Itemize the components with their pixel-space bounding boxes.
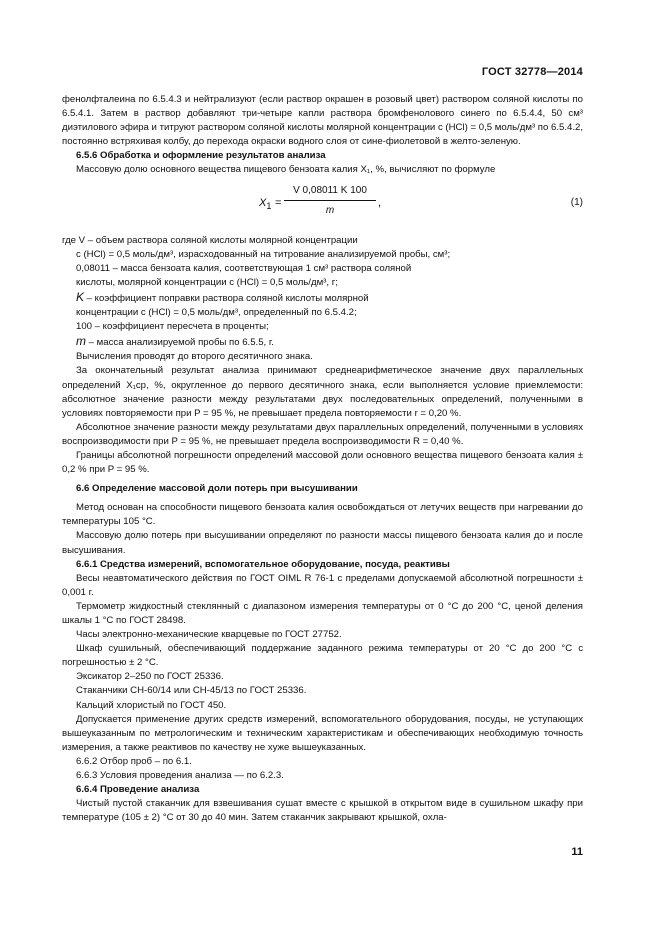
paragraph-loss-definition: Массовую долю потерь при высушивании определяют по разности массы пищевого бензоата калия до и после высушивания. bbox=[62, 530, 583, 556]
formula-lhs-subscript: 1 bbox=[266, 200, 272, 211]
paragraph-scales: Весы неавтоматического действия по ГОСТ OIML R 76-1 с пределами допускаемой абсолютной погрешности ± 0,001 г. bbox=[62, 572, 583, 598]
where-m bbox=[62, 334, 583, 350]
paragraph-error-bounds: Границы абсолютной погрешности определений массовой доли основного вещества пищевого бензоата калия ± 0,2 % при P = 95 %. bbox=[62, 449, 583, 476]
where-k-line2: концентрации c (HCl) = 0,5 моль/дм³, определенный по 6.5.4.2; bbox=[76, 307, 357, 319]
paragraph-sampling: 6.6.2 Отбор проб – по 6.1. bbox=[76, 755, 192, 767]
document-code-header: ГОСТ 32778—2014 bbox=[481, 66, 583, 78]
formula-number: (1) bbox=[570, 196, 583, 208]
where-intro: где V – объем раствора соляной кислоты молярной концентрации bbox=[62, 234, 358, 246]
paragraph-alternatives: Допускается применение других средств измерений, вспомогательного оборудования, посуды, не уступающих вышеуказанным по метрологическим и техническим характеристикам и обеспечивающих необходимую точность измерения, а также реактивов по качеству не хуже вышеуказанных. bbox=[62, 713, 583, 753]
m-symbol: m bbox=[76, 334, 86, 349]
formula-numerator: V 0,08011 K 100 bbox=[284, 184, 376, 201]
document-body bbox=[62, 93, 583, 825]
paragraph-desiccator: Эксикатор 2–250 по ГОСТ 25336. bbox=[76, 671, 224, 683]
where-calc-note: Вычисления проводят до второго десятичного знака. bbox=[76, 351, 313, 363]
paragraph-titration: фенолфталеина по 6.5.4.3 и нейтрализуют (если раствор окрашен в розовый цвет) раствором соляной кислоты по 6.5.4.1. Затем в раствор добавляют три-четыре капли раствора бромфенолового синего по 6.5.4.4, 50 см³ диэтилового эфира и титруют раствором соляной кислоты молярной концентрации c (HCl) = 0,5 моль/дм³ по 6.5.4.2, постоянно встряхивая колбу, до перехода окраски водного слоя от сине-фиолетовой в желто-зеленую. bbox=[62, 94, 583, 148]
paragraph-oven: Шкаф сушильный, обеспечивающий поддержание заданного режима температуры от 20 °С до 200 °С с погрешностью ± 2 °С. bbox=[62, 643, 583, 669]
k-symbol: K bbox=[76, 289, 85, 304]
formula-fraction bbox=[284, 184, 376, 218]
paragraph-calcium-chloride: Кальций хлористый по ГОСТ 450. bbox=[76, 699, 227, 711]
paragraph-conditions: 6.6.3 Условия проведения анализа — по 6.2.3. bbox=[76, 770, 284, 782]
formula-equals: = bbox=[275, 196, 282, 209]
formula-comma: , bbox=[378, 196, 382, 209]
where-100: 100 – коэффициент пересчета в проценты; bbox=[76, 321, 269, 333]
section-heading-6-6-1: 6.6.1 Средства измерений, вспомогательное оборудование, посуда, реактивы bbox=[76, 558, 450, 570]
section-heading-6-6-4: 6.6.4 Проведение анализа bbox=[76, 784, 200, 796]
where-k-text: – коэффициент поправки раствора соляной кислоты молярной bbox=[84, 292, 369, 304]
paragraph-final-result: За окончательный результат анализа принимают среднеарифметическое значение двух параллельных определений X₁ср, %, округленное до первого десятичного знака, если выполняется условие приемлемости: абсолютное значение разности между результатами двух последовательных определений, полученными в условиях повторяемости при P = 95 %, не превышает предела повторяемости r = 0,20 %. bbox=[62, 365, 583, 419]
formula-denominator: m bbox=[325, 204, 335, 216]
paragraph-formula-intro: Массовую долю основного вещества пищевого бензоата калия X₁, %, вычисляют по формуле bbox=[76, 164, 496, 176]
paragraph-clock: Часы электронно-механические кварцевые по ГОСТ 27752. bbox=[76, 629, 342, 641]
paragraph-cups: Стаканчики СН-60/14 или СН-45/13 по ГОСТ 25336. bbox=[76, 685, 307, 697]
paragraph-thermometer: Термометр жидкостный стеклянный с диапазоном измерения температуры от 0 °С до 200 °С, ценой деления шкалы 1 °С по ГОСТ 28498. bbox=[62, 600, 583, 626]
section-heading-6-6: 6.6 Определение массовой доли потерь при высушивании bbox=[76, 483, 358, 495]
paragraph-method: Метод основан на способности пищевого бензоата калия освобождаться от летучих веществ при нагревании до температуры 105 °С. bbox=[62, 502, 583, 528]
formula-1 bbox=[62, 182, 583, 226]
where-constant-line1: 0,08011 – масса бензоата калия, соответствующая 1 см³ раствора соляной bbox=[76, 262, 412, 274]
where-v-line2: c (HCl) = 0,5 моль/дм³, израсходованный на титрование анализируемой пробы, см³; bbox=[76, 248, 451, 260]
where-constant-line2: кислоты, молярной концентрации c (HCl) = 0,5 моль/дм³, г; bbox=[76, 276, 338, 288]
where-m-text: – масса анализируемой пробы по 6.5.5, г. bbox=[86, 337, 274, 349]
paragraph-reproducibility: Абсолютное значение разности между результатами двух параллельных определений, полученными в условиях воспроизводимости при P = 95 %, не превышает предела воспроизводимости R = 0,40 %. bbox=[62, 421, 583, 447]
formula-lhs bbox=[259, 196, 271, 213]
formula-lhs-symbol: X bbox=[259, 196, 267, 209]
section-heading-6-5-6: 6.5.6 Обработка и оформление результатов анализа bbox=[76, 150, 326, 162]
paragraph-procedure: Чистый пустой стаканчик для взвешивания сушат вместе с крышкой в открытом виде в сушильном шкафу при температуре (105 ± 2) °С от 30 до 40 мин. Затем стаканчик закрывают крышкой, охла- bbox=[62, 798, 583, 824]
page-number: 11 bbox=[571, 846, 583, 858]
where-k-line1 bbox=[62, 290, 583, 306]
